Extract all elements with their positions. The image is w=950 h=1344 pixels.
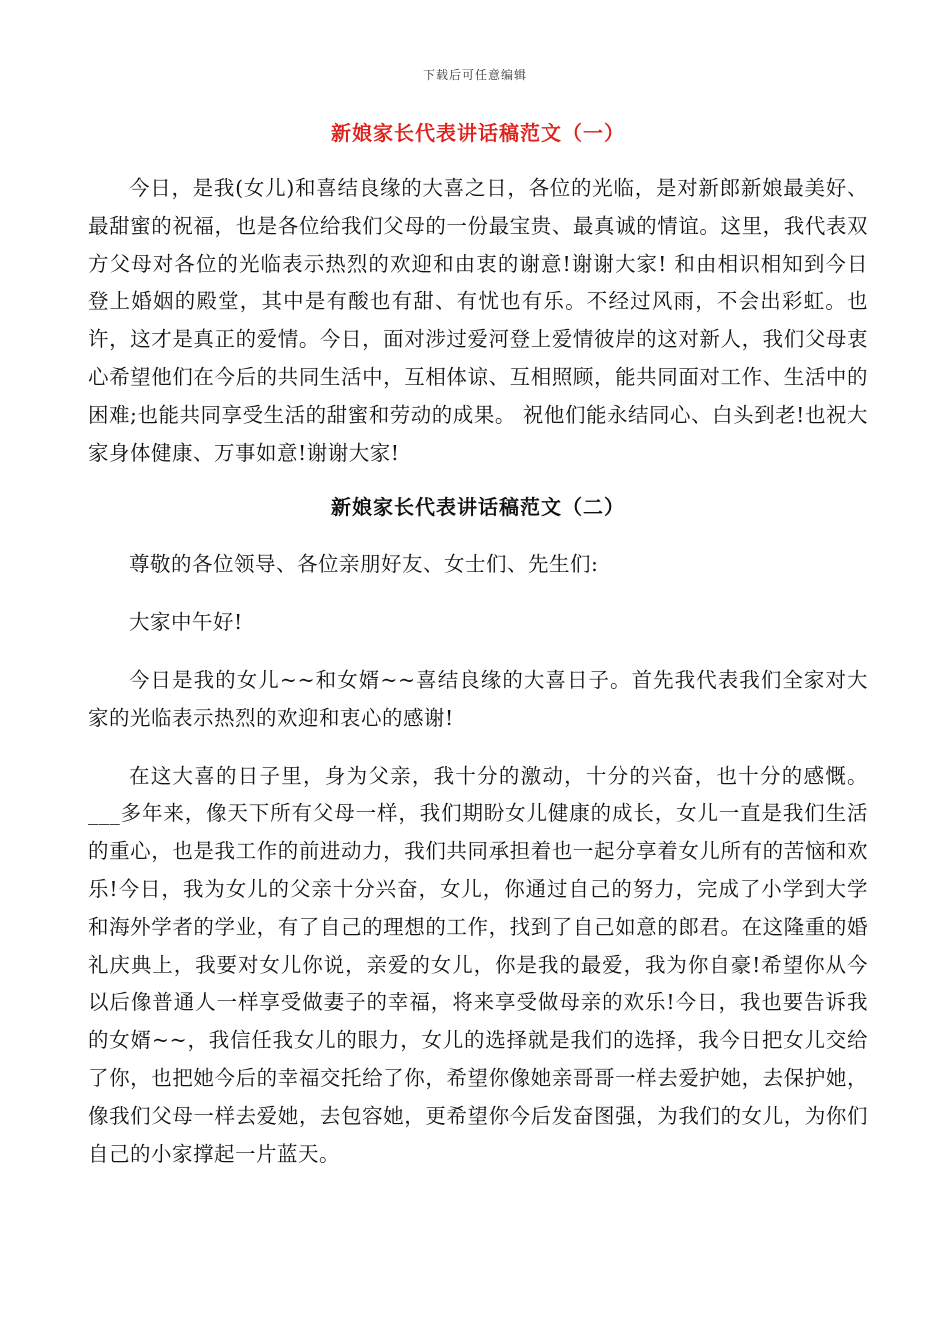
section2-hello: 大家中午好! [129, 610, 243, 635]
section2-greeting: 尊敬的各位领导、各位亲朋好友、女士们、先生们: [129, 552, 599, 577]
document-content [88, 118, 868, 1173]
header-note: 下载后可任意编辑 [422, 68, 527, 82]
section1-title: 新娘家长代表讲话稿范文（一） [331, 121, 625, 145]
section2-paragraph2: 在这大喜的日子里，身为父亲，我十分的激动，十分的兴奋，也十分的感慨。___多年来，像天下所有父母一样，我们期盼女儿健康的成长，女儿一直是我们生活的重心，也是我工作的前进动力，我们共同承担着也一起分享着女儿所有的苦恼和欢乐!今日，我为女儿的父亲十分兴奋，女儿，你通过自己的努力，完成了小学到大学和海外学者的学业，有了自己的理想的工作，找到了自己如意的郎君。在这隆重的婚礼庆典上，我要对女儿你说，亲爱的女儿，你是我的最爱，我为你自豪!希望你从今以后像普通人一样享受做妻子的幸福，将来享受做母亲的欢乐!今日，我也要告诉我的女婿~~，我信任我女儿的眼力，女儿的选择就是我们的选择，我今日把女儿交给了你，也把她今后的幸福交托给了你，希望你像她亲哥哥一样去爱护她，去保护她，像我们父母一样去爱她，去包容她，更希望你今后发奋图强，为我们的女儿，为你们自己的小家撑起一片蓝天。 [88, 763, 868, 1166]
section1-paragraph: 今日，是我(女儿)和喜结良缘的大喜之日，各位的光临，是对新郎新娘最美好、最甜蜜的祝福，也是各位给我们父母的一份最宝贵、最真诚的情谊。这里，我代表双方父母对各位的光临表示热烈的欢迎和由衷的谢意!谢谢大家! 和由相识相知到今日登上婚姻的殿堂，其中是有酸也有甜、有忧也有乐。不经过风雨，不会出彩虹。也许，这才是真正的爱情。今日，面对涉过爱河登上爱情彼岸的这对新人，我们父母衷心希望他们在今后的共同生活中，互相体谅、互相照顾，能共同面对工作、生活中的困难;也能共同享受生活的甜蜜和劳动的成果。 祝他们能永结同心、白头到老!也祝大家身体健康、万事如意!谢谢大家! [88, 176, 868, 465]
section2-paragraph1: 今日是我的女儿~~和女婿~~喜结良缘的大喜日子。首先我代表我们全家对大家的光临表示热烈的欢迎和衷心的感谢! [88, 667, 868, 730]
section2-title: 新娘家长代表讲话稿范文（二） [331, 495, 625, 520]
